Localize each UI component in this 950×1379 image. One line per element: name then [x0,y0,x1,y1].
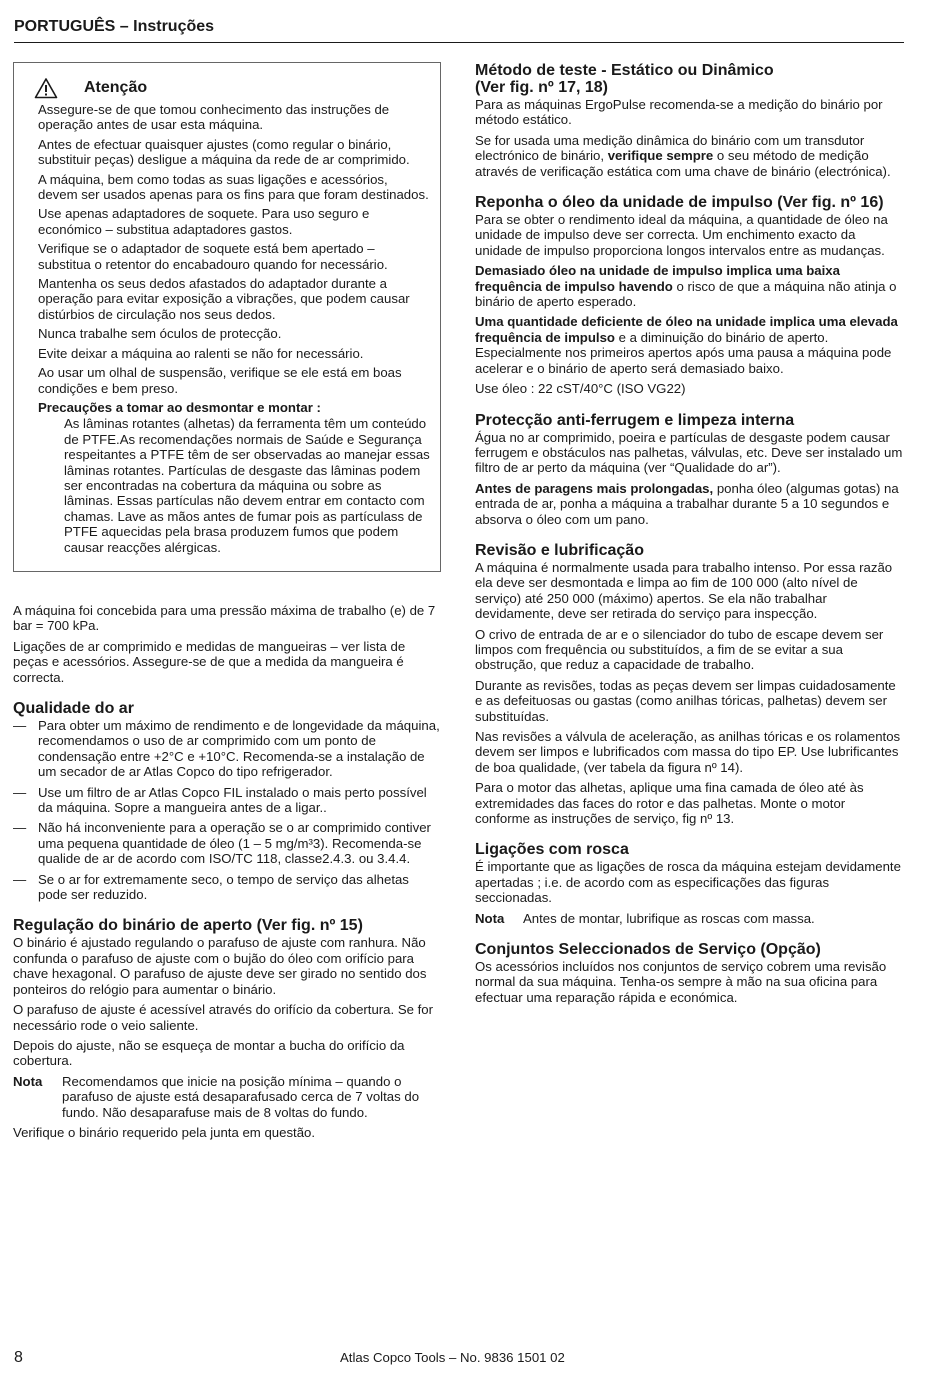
note-label: Nota [475,910,505,926]
text-run: e a diminuição do binário de aperto. Especialmente nos primeiros apertos após uma pausa a máquina pode acelerar e o binário de aperto será demasiado baixo. [475,329,892,376]
dash-marker: — [13,871,27,887]
warning-heading [34,77,430,99]
list-item [13,785,441,816]
oil-spec: Use óleo : 22 cST/40°C (ISO VG22) [475,381,686,397]
torque-paragraph: Depois do ajuste, não se esqueça de montar a bucha do orifício da cobertura. [13,1037,405,1069]
page-header [14,18,904,43]
precautions-text: As lâminas rotantes (alhetas) da ferramenta têm um conteúdo de PTFE.As recomendações normais de Saúde e Segurança respeitantes a PTFE têm de ser observadas ao manejar essas lâminas rotantes. Partículas de desgaste das lâminas podem ser encontradas na cobertura da máquina ou sobre as lâminas. Essas partículas não devem entrar em contacto com chamas. Lave as mãos antes de fumar pois as partículass de PTFE aquecidas pela brasa produzem fumos que podem causar reacções alérgicas. [64,416,430,555]
oil-paragraph: Para se obter o rendimento ideal da máquina, a quantidade de óleo na unidade de impulso deve ser correcta. Um enchimento exacto da unidade de impulso proporciona longos intervalos entre as mudanças. [475,212,888,258]
bold-run: Uma quantidade deficiente de óleo na unidade implica uma elevada frequência de impulso [475,314,898,345]
warning-paragraph: Antes de efectuar quaisquer ajustes (como regular o binário, substituir peças) desligue a máquina da rede de ar comprimido. [38,136,410,168]
service-paragraph: Durante as revisões, todas as peças devem ser limpas cuidadosamente e as defeituosas ou gastas (como anilhas tóricas, palhetas) devem ser substituídas. [475,677,896,724]
kits-paragraph: Os acessórios incluídos nos conjuntos de serviço cobrem uma revisão normal da sua máquina. Tenha-os sempre à mão na sua oficina para efectuar uma reparação rápida e económica. [475,959,887,1005]
list-item [13,820,441,866]
warning-triangle-icon [34,77,58,99]
torque-paragraph: O parafuso de ajuste é acessível através do orifício da cobertura. Se for necessário rode o veio saliente. [13,1002,434,1033]
page-title: PORTUGUÊS – Instruções [14,18,215,35]
warning-paragraph: Assegure-se de que tomou conhecimento das instruções de operação antes de usar esta máquina. [38,102,390,133]
warning-title: Atenção [84,79,148,96]
kits-heading: Conjuntos Seleccionados de Serviço (Opção) [475,941,821,959]
test-method-heading [475,62,903,96]
warning-paragraph: Ao usar um olhal de suspensão, verifique se ele está em boas condições e bem preso. [38,365,402,396]
text-run: o seu método de medição através de verificação estática com uma chave de binário (electrónica). [475,148,891,179]
intro-paragraph: Ligações de ar comprimido e medidas de mangueiras – ver lista de peças e acessórios. Assegure-se de que a medida da mangueira é correcta. [13,638,406,685]
test-method-title-line2: (Ver fig. nº 17, 18) [475,79,608,96]
dash-marker: — [13,820,27,836]
air-quality-heading: Qualidade do ar [13,700,134,717]
torque-final-paragraph: Verifique o binário requerido pela junta em questão. [13,1124,316,1140]
footer-text: Atlas Copco Tools – No. 9836 1501 02 [340,1350,565,1365]
warning-box [13,62,441,572]
warning-paragraph: Evite deixar a máquina ao ralenti se não for necessário. [38,345,364,361]
threads-heading: Ligações com rosca [475,841,629,859]
air-quality-list [13,718,441,902]
torque-note [13,1074,441,1120]
warning-paragraph: A máquina, bem como todas as suas ligações e acessórios, devem ser usados apenas para os fins para que foram destinados. [38,171,429,203]
torque-paragraph: O binário é ajustado regulando o parafuso de ajuste com ranhura. Não confunda o parafuso de ajuste com o bujão do óleo com orifício para chave hexagonal. O parafuso de ajuste deve ser girado no sentido dos ponteiros do relógio para aumentar o binário. [13,935,427,997]
test-method-paragraph: Para as máquinas ErgoPulse recomenda-se a medição do binário por método estático. [475,97,883,128]
rust-paragraph [475,481,903,527]
test-method-paragraph [475,133,903,179]
bold-run: verifique sempre [607,148,714,164]
list-item-text: Não há inconveniente para a operação se o ar comprimido contiver uma pequena quantidade de óleo (1 – 5 mg/m³3). Recomenda-se qualide de ar de acordo com ISO/TC 118, classe2.4.3. ou 3.4.4. [38,820,431,867]
service-paragraph: A máquina é normalmente usada para trabalho intenso. Por essa razão ela deve ser desmontada e limpa ao fim de 100 000 (alto nível de serviço) até 250 000 (máximo) apertos. Se ela não trabalhar devidamente, deve ser retirada do serviço para inspecção. [475,559,893,622]
precautions-title: Precauções a tomar ao desmontar e montar : [38,399,321,415]
threads-note [475,911,903,926]
note-label: Nota [13,1073,43,1089]
right-column [475,62,903,1010]
text-run: Se for usada uma medição dinâmica do binário com um transdutor electrónico de binário, [475,132,865,164]
rust-paragraph: Água no ar comprimido, poeira e partículas de desgaste podem causar ferrugem e obstáculos nas palhetas, válvulas, etc. Deve ser instalado um filtro de ar perto da máquina (ver “Qualidade do ar”). [475,429,903,476]
intro-paragraph: A máquina foi concebida para uma pressão máxima de trabalho (e) de 7 bar = 700 kPa. [13,602,436,634]
warning-paragraph: Nunca trabalhe sem óculos de protecção. [38,326,282,342]
list-item-text: Use um filtro de ar Atlas Copco FIL instalado o mais perto possível da máquina. Sopre a mangueira antes de a ligar.. [38,784,427,816]
warning-paragraph: Use apenas adaptadores de soquete. Para uso seguro e económico – substitua adaptadores gastos. [38,206,370,237]
note-text: Recomendamos que inicie na posição mínima – quando o parafuso de ajuste está desaparafusado cerca de 7 voltas do fundo. Não desaparafuse mais de 8 voltas do fundo. [62,1073,420,1120]
list-item [13,718,441,780]
test-method-title-line1: Método de teste - Estático ou Dinâmico [475,62,774,79]
bold-run: Antes de paragens mais prolongadas, [475,480,714,496]
warning-paragraph: Mantenha os seus dedos afastados do adaptador durante a operação para evitar exposição a vibrações, que podem causar distúrbios de circulação nos seus dedos. [38,276,410,322]
threads-paragraph: É importante que as ligações de rosca da máquina estejam devidamente apertadas ; i.e. de acordo com as especificações das figuras seccionadas. [475,859,901,906]
note-text: Antes de montar, lubrifique as roscas com massa. [523,910,815,926]
oil-heading: Reponha o óleo da unidade de impulso (Ver fig. nº 16) [475,194,884,212]
service-heading: Revisão e lubrificação [475,541,644,559]
service-paragraph: Para o motor das alhetas, aplique uma fina camada de óleo até às extremidades das faces do rotor e das palhetas. Monte o motor conforme as instruções de serviço, fig nº 13. [475,780,864,827]
list-item [13,872,441,903]
oil-paragraph [475,263,903,309]
oil-paragraph [475,314,903,376]
warning-paragraph: Verifique se o adaptador de soquete está bem apertado – substitua o retentor do encabadouro quando for necessário. [38,241,388,272]
text-run: ponha óleo (algumas gotas) na entrada de ar, ponha a máquina a trabalhar durante 5 a 10 segundos e absorva o óleo com um pano. [475,480,899,527]
list-item-text: Se o ar for extremamente seco, o tempo de serviço das alhetas pode ser reduzido. [38,871,409,903]
torque-heading: Regulação do binário de aperto (Ver fig. nº 15) [13,917,363,935]
dash-marker: — [13,718,27,733]
rust-heading: Protecção anti-ferrugem e limpeza interna [475,411,795,429]
page-number: 8 [14,1349,23,1366]
service-paragraph: Nas revisões a válvula de aceleração, as anilhas tóricas e os rolamentos devem ser limpos e lubrificados com massa do tipo EP. Use lubrificantes de boa qualidade, (ver tabela da figura nº 14). [475,729,901,775]
list-item-text: Para obter um máximo de rendimento e de longevidade da máquina, recomendamos o uso de ar comprimido com um ponto de condensação entre +2°C e +10°C. Recomenda-se a instalação de um secador de ar Atlas Copco do tipo refrigerador. [38,718,440,780]
bold-run: Demasiado óleo na unidade de impulso implica uma baixa frequência de impulso havendo [475,263,840,294]
text-run: o risco de que a máquina não atinja o binário de aperto esperado. [475,278,897,310]
left-column [13,62,441,1145]
service-paragraph: O crivo de entrada de ar e o silenciador do tubo de escape devem ser limpos com frequência ou substituídos, a fim de se evitar a sua obstrução, que reduz a capacidade de trabalho. [475,626,884,673]
dash-marker: — [13,784,27,800]
